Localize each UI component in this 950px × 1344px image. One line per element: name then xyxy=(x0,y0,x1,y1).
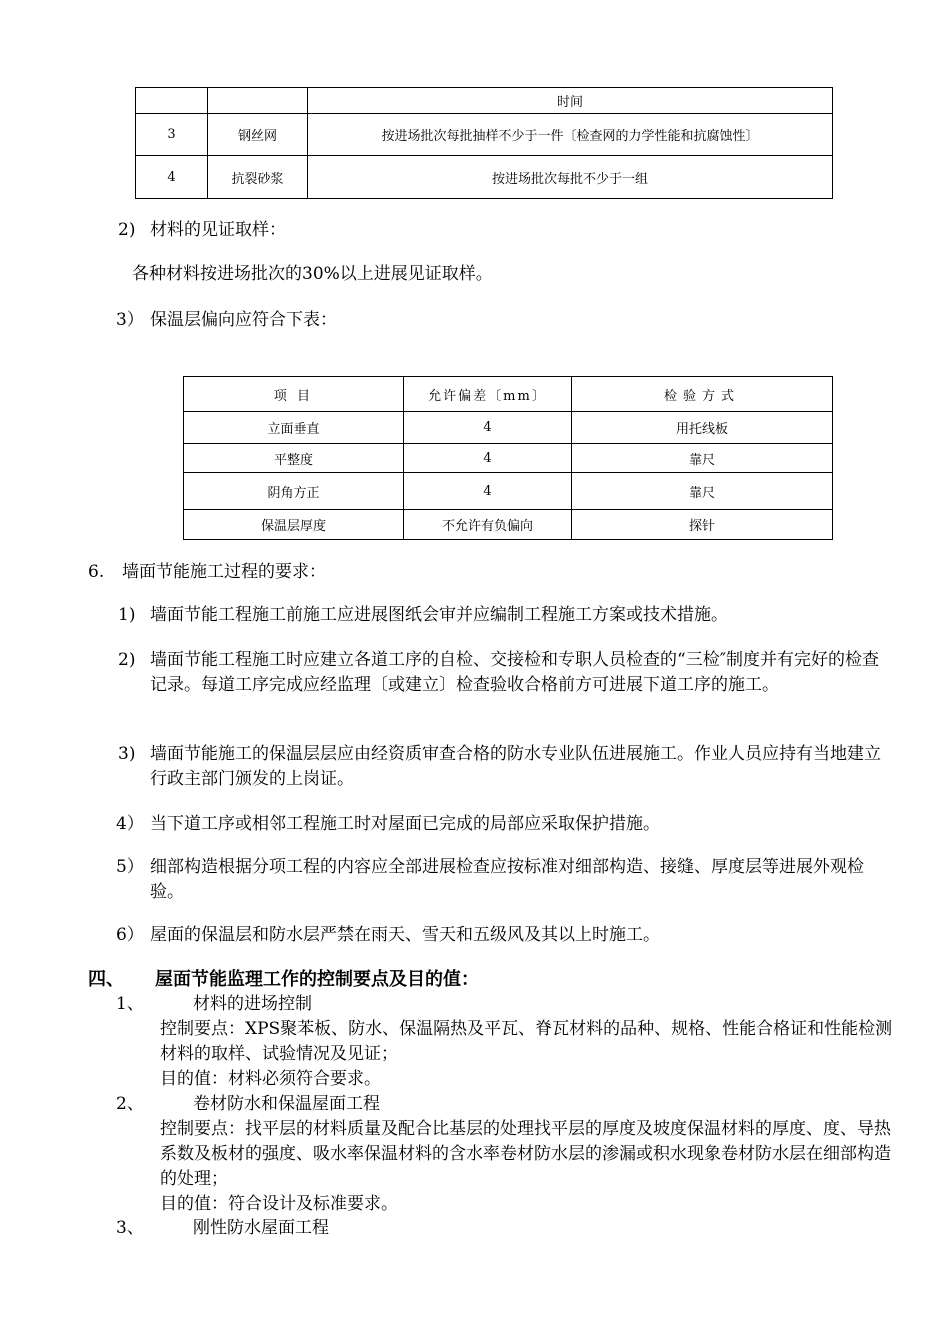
section-number: 四、 xyxy=(88,969,124,990)
table-cell: 检验方式 xyxy=(572,377,833,412)
table-cell: 探针 xyxy=(572,510,833,540)
table-cell xyxy=(136,88,208,114)
item-text: 墙面节能工程施工时应建立各道工序的自检、交接检和专职人员检查的“三检″制度并有完好的检查记录。每道工序完成应经监理〔或建立〕检查验收合格前方可进展下道工序的施工。 xyxy=(150,650,880,695)
section-title: 屋面节能监理工作的控制要点及目的值： xyxy=(155,969,479,990)
table-cell: 时间 xyxy=(308,88,833,114)
table-cell: 靠尺 xyxy=(572,473,833,510)
item-title: 卷材防水和保温屋面工程 xyxy=(193,1094,380,1114)
table-row xyxy=(184,412,833,444)
item-text: 屋面的保温层和防水层严禁在雨天、雪天和五级风及其以上时施工。 xyxy=(150,925,660,945)
table-cell: 4 xyxy=(136,156,208,199)
item-number: 3) xyxy=(118,744,136,764)
table-cell: 3 xyxy=(136,114,208,156)
control-points: 控制要点：XPS聚苯板、防水、保温隔热及平瓦、脊瓦材料的品种、规格、性能合格证和性能检测材料的取样、试验情况及见证； xyxy=(160,1019,893,1064)
table-cell: 平整度 xyxy=(184,444,404,473)
table-cell: 立面垂直 xyxy=(184,412,404,444)
table-row xyxy=(136,156,833,199)
item-number: 6） xyxy=(116,925,144,945)
table-cell: 用托线板 xyxy=(572,412,833,444)
table-cell: 允许偏差〔mm〕 xyxy=(404,377,572,412)
table-row xyxy=(184,510,833,540)
table-row xyxy=(136,114,833,156)
item-number: 2) xyxy=(118,650,136,670)
table-header-row xyxy=(184,377,833,412)
material-sampling-table xyxy=(135,87,833,199)
item-title: 保温层偏向应符合下表： xyxy=(150,310,337,330)
target-value: 目的值：符合设计及标准要求。 xyxy=(160,1194,398,1214)
item-title: 刚性防水屋面工程 xyxy=(193,1218,329,1238)
table-cell: 钢丝网 xyxy=(208,114,308,156)
item-title: 材料的进场控制 xyxy=(193,994,312,1014)
section-number: 6. xyxy=(88,562,105,582)
table-row xyxy=(184,444,833,473)
table-header-row xyxy=(136,88,833,114)
control-points: 控制要点：找平层的材料质量及配合比基层的处理找平层的厚度及坡度保温材料的厚度、度、导热系数及板材的强度、吸水率保温材料的含水率卷材防水层的渗漏或积水现象卷材防水层在细部构造的处理； xyxy=(160,1119,891,1189)
item-number: 2、 xyxy=(116,1094,144,1114)
target-value: 目的值：材料必须符合要求。 xyxy=(160,1069,381,1089)
section-title: 墙面节能施工过程的要求： xyxy=(122,562,326,582)
item-number: 1、 xyxy=(116,994,144,1014)
paragraph: 各种材料按进场批次的30%以上进展见证取样。 xyxy=(132,264,493,284)
table-row xyxy=(184,473,833,510)
table-cell: 抗裂砂浆 xyxy=(208,156,308,199)
item-text: 当下道工序或相邻工程施工时对屋面已完成的局部应采取保护措施。 xyxy=(150,814,660,834)
item-number: 1) xyxy=(118,605,136,625)
table-cell: 4 xyxy=(404,412,572,444)
item-number: 2) xyxy=(118,220,136,240)
table-cell: 靠尺 xyxy=(572,444,833,473)
item-number: 4） xyxy=(116,814,144,834)
item-number: 3、 xyxy=(116,1218,144,1238)
table-cell: 按进场批次每批抽样不少于一件〔检查网的力学性能和抗腐蚀性〕 xyxy=(308,114,833,156)
table-cell: 不允许有负偏向 xyxy=(404,510,572,540)
table-cell: 4 xyxy=(404,444,572,473)
item-title: 材料的见证取样： xyxy=(150,220,286,240)
tolerance-table xyxy=(183,376,833,540)
item-number: 5） xyxy=(116,857,144,877)
item-text: 墙面节能工程施工前施工应进展图纸会审并应编制工程施工方案或技术措施。 xyxy=(150,605,728,625)
item-text: 墙面节能施工的保温层层应由经资质审查合格的防水专业队伍进展施工。作业人员应持有当地建立行政主部门颁发的上岗证。 xyxy=(150,744,881,789)
item-text: 细部构造根据分项工程的内容应全部进展检查应按标准对细部构造、接缝、厚度层等进展外观检验。 xyxy=(150,857,864,902)
item-number: 3） xyxy=(116,310,144,330)
table-cell: 按进场批次每批不少于一组 xyxy=(308,156,833,199)
table-cell: 项 目 xyxy=(184,377,404,412)
table-cell xyxy=(208,88,308,114)
table-cell: 4 xyxy=(404,473,572,510)
table-cell: 保温层厚度 xyxy=(184,510,404,540)
table-cell: 阴角方正 xyxy=(184,473,404,510)
